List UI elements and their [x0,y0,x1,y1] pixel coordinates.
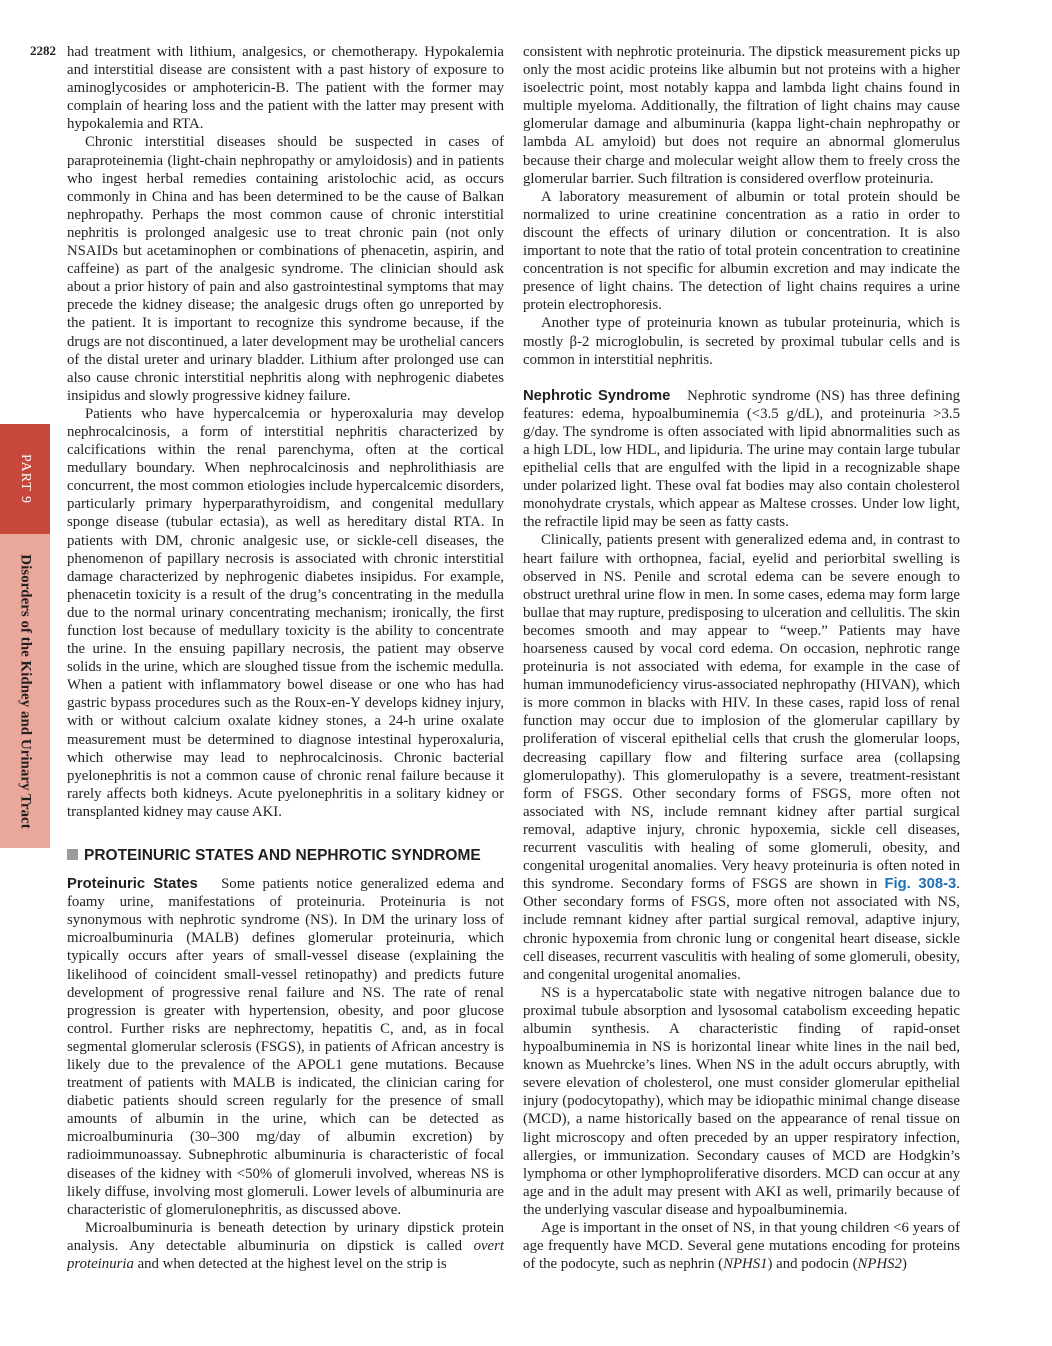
section-heading-text: PROTEINURIC STATES AND NEPHROTIC SYNDROME [84,847,481,865]
paragraph: Another type of proteinuria known as tubular proteinuria, which is mostly β-2 microglobulin, is secreted by proximal tubular cells and is common in interstitial nephritis. [523,315,960,368]
paragraph-text: Some patients notice generalized edema and foamy urine, manifestations of proteinuria. Proteinuria is not synonymous with nephrotic syndrome (NS). In DM the urinary loss of microalbuminuria (MALB) defines glomerular proteinuria, which typically occurs after years of small-vessel disease (explaining the likelihood of coincident small-vessel retinopathy) and predicts future development of progressive renal failure and NS. The rate of renal progression is greater with hypertension, obesity, and poor glucose control. Further risks are nephrectomy, hepatitis C, and, as in focal segmental glomerular sclerosis (FSGS), in patients of African ancestry is likely due to the prevalence of the APOL1 gene mutations. Because treatment of patients with MALB is indicated, the clinician caring for diabetic patients should screen regularly for the presence of small amounts of albumin in the urine, which can be detected as microalbuminuria (30–300 mg/day of albumin excretion) by radioimmunoassay. Subnephrotic albuminuria is characteristic of focal diseases of the kidney with <50% of glomeruli involved, whereas NS is likely diffuse, involving most glomeruli. Lower levels of albuminuria are characteristic of glomerulonephritis, as discussed above. [67,876,504,1218]
paragraph: NS is a hypercatabolic state with negative nitrogen balance due to proximal tubule absorption and lysosomal catabolism exceeding hepatic albumin synthesis. A characteristic finding of rapid-onset hypoalbuminemia in NS is horizontal linear white lines in the nail bed, known as Muehrcke’s lines. When NS in the adult occurs abruptly, with severe elevation of cholesterol, one must consider glomerular epithelial injury (podocytopathy), which may be idiopathic minimal change disease (MCD), a name historically based on the appearance of renal tissue on light microscopy and often preceded by an upper respiratory infection, allergies, or immunization. Secondary causes of MCD are Hodgkin’s lymphoma or other lymphoproliferative disorders. MCD can occur at any age and in the adult may present with AKI as well, primarily because of the underlying vascular disease and hypoalbuminemia. [523,984,960,1218]
paragraph: Chronic interstitial diseases should be suspected in cases of paraproteinemia (light-chain nephropathy or amyloidosis) and in patients who ingest herbal remedies containing aristolochic acid, as occurs commonly in China and has been determined to be the cause of Balkan nephropathy. Perhaps the most common cause of chronic interstitial nephritis is prolonged analgesic use to treat chronic pain (not only NSAIDs but acetaminophen or combinations of phenacetin, aspirin, and caffeine) as part of the analgesic syndrome. The clinician should ask about a prior history of pain and also gastrointestinal symptoms that may precede the kidney disease; the analgesic drugs often go unreported by the patient. It is important to recognize this syndrome because, if the drugs are not discontinued, a later development may be urothelial cancers of the distal ureter and urinary bladder. Lithium after prolonged use can also cause chronic interstitial nephritis along with nephrogenic diabetes insipidus and slowly progressive kidney failure. [67,134,504,404]
paragraph: A laboratory measurement of albumin or total protein should be normalized to urine creatinine concentration as a ratio in order to discount the effects of urinary dilution or concentration. It is also important to note that the ratio of total protein concentration to creatinine concentration is not specific for albumin excretion and may indicate the presence of light chains. The detection of light chains requires a urine protein electrophoresis. [523,188,960,314]
gene-name: NPHS1 [723,1256,768,1273]
part-title: Disorders of the Kidney and Urinary Tract [17,553,34,829]
paragraph: had treatment with lithium, analgesics, or chemotherapy. Hypokalemia and interstitial disease are consistent with a past history of exposure to aminoglycosides or amphotericin-B. The patient with the former may complain of hearing loss and the patient with the latter may present with hypokalemia and RTA. [67,44,504,133]
emphasis-text: overt proteinuria [67,1237,504,1272]
subheading-proteinuric-states: Proteinuric States [67,876,198,893]
gene-name: NPHS2 [857,1256,902,1273]
paragraph [67,1219,504,1273]
paragraph [523,1219,960,1273]
page-number: 2282 [30,43,56,58]
paragraph: Patients who have hypercalcemia or hyperoxaluria may develop nephrocalcinosis, a form of interstitial nephritis characterized by calcifications within the renal parenchyma, often at the cortical medullary boundary. When nephrocalcinosis and nephrolithiasis are concurrent, the most common etiologies include hypercalcemic disorders, particularly primary hyperparathyroidism, and congenital medullary sponge disease (tubular ectasia), as well as hereditary distal RTA. In patients with DM, chronic analgesic use, or sickle-cell diseases, the phenomenon of papillary necrosis is associated with chronic interstitial damage characterized by nephrogenic diabetes insipidus. For example, phenacetin toxicity is a result of the drug’s concentrating in the medulla due to the normal urinary concentrating mechanism; ironically, the first function lost because of medullary toxicity is the ability to concentrate the urine. In the ensuing papillary necrosis, the patient may observe solids in the urine, which are sloughed tissue from the ischemic medulla. When a patient with inflammatory bowel disease or one who has had gastric bypass procedures such as the Roux-en-Y develops kidney injury, with or without calcium oxalate kidney stones, a 24-h urine oxalate measurement must be determined to diagnose intestinal hyperoxaluria, which otherwise may lead to nephrocalcinosis. Chronic bacterial pyelonephritis is not a common cause of chronic renal failure because it rarely affects both kidneys. Acute pyelonephritis in a solitary kidney or transplanted kidney may cause AKI. [67,405,504,820]
part-tab [0,424,50,534]
paragraph [523,531,960,983]
paragraph: consistent with nephrotic proteinuria. The dipstick measurement picks up only the most acidic proteins like albumin but not proteins with a higher isoelectric point, most notably kappa and lambda light chains found in multiple myeloma. Additionally, the filtration of light chains may cause glomerular damage and albuminuria (kappa light-chain nephropathy or lambda AL amyloid) but does not require an abnormal glomerulus because their charge and molecular weight allow them to freely cross the glomerular barrier. Such filtration is considered overflow proteinuria. [523,44,960,187]
right-column [523,43,960,1333]
part-label: PART 9 [17,454,33,504]
paragraph-text: . Other secondary forms of FSGS, more often not associated with NS, include remnant kidney after partial surgical removal, adaptive injury, chronic hypoxemia from chronic lung or congenital heart disease, sickle cell diseases, recurrent vasculitis with healing of some glomeruli, obesity, and congenital urogenital anomalies. [523,876,960,983]
paragraph-text: ) and podocin ( [767,1256,858,1273]
paragraph [523,387,960,532]
paragraph [67,875,504,1219]
paragraph-text: Clinically, patients present with generalized edema and, in contrast to heart failure with orthopnea, facial, eyelid and periorbital swelling is observed in NS. Penile and scrotal edema can be severe enough to obstruct urethral urine flow in men. In some cases, edema may form large bullae that may rupture, predisposing to ulceration and cellulitis. The skin becomes smooth and may appear to “weep.” Patients may have hoarseness caused by vocal cord edema. On occasion, nephrotic range proteinuria is not associated with edema, for example in the case of human immunodeficiency virus-associated nephropathy (HIVAN), which is more common in blacks with HIV. In these cases, rapid loss of renal function may occur due to implosion of the glomerular capillary by proliferation of visceral epithelial cells that crush the glomerular loops, decreasing capillary flow and filtering surface area (collapsing glomerulopathy). This glomerulopathy is a severe, treatment-resistant form of FSGS. Other secondary forms of FSGS, more often not associated with NS, include remnant kidney after partial surgical removal, adaptive injury, chronic hypoxemia, sickle cell diseases, recurrent vasculitis with healing of some glomeruli, obesity, and congenital urogenital anomalies. Very heavy proteinuria is often noted in this syndrome. Secondary forms of FSGS are shown in [523,532,960,893]
paragraph-text: Nephrotic syndrome (NS) has three defining features: edema, hypoalbuminemia (<3.5 g/dL), and proteinuria >3.5 g/day. The syndrome is often associated with lipid abnormalities such as a high LDL, low HDL, and lipiduria. The urine may contain large tubular epithelial cells that are engulfed with the lipid in a recognizable shape under polarized light. These oval fat bodies may also contain cholesterol monohydrate crystals, which appear as Maltese crosses. Under low light, the refractile lipid may be seen as fatty casts. [523,387,960,531]
chapter-tab [0,534,50,848]
paragraph-text: Microalbuminuria is beneath detection by urinary dipstick protein analysis. Any detectable albuminuria on dipstick is called [67,1219,504,1254]
figure-link[interactable]: Fig. 308-3 [884,876,957,893]
paragraph-text: Age is important in the onset of NS, in that young children <6 years of age frequently have MCD. Several gene mutations encoding for proteins of the podocyte, such as nephrin ( [523,1220,960,1273]
section-heading [67,847,504,865]
paragraph-text: and when detected at the highest level on the strip is [133,1256,447,1272]
paragraph-text: ) [901,1256,907,1273]
left-column [67,43,504,1333]
heading-square-icon [67,849,78,860]
subheading-nephrotic-syndrome: Nephrotic Syndrome [523,387,671,404]
